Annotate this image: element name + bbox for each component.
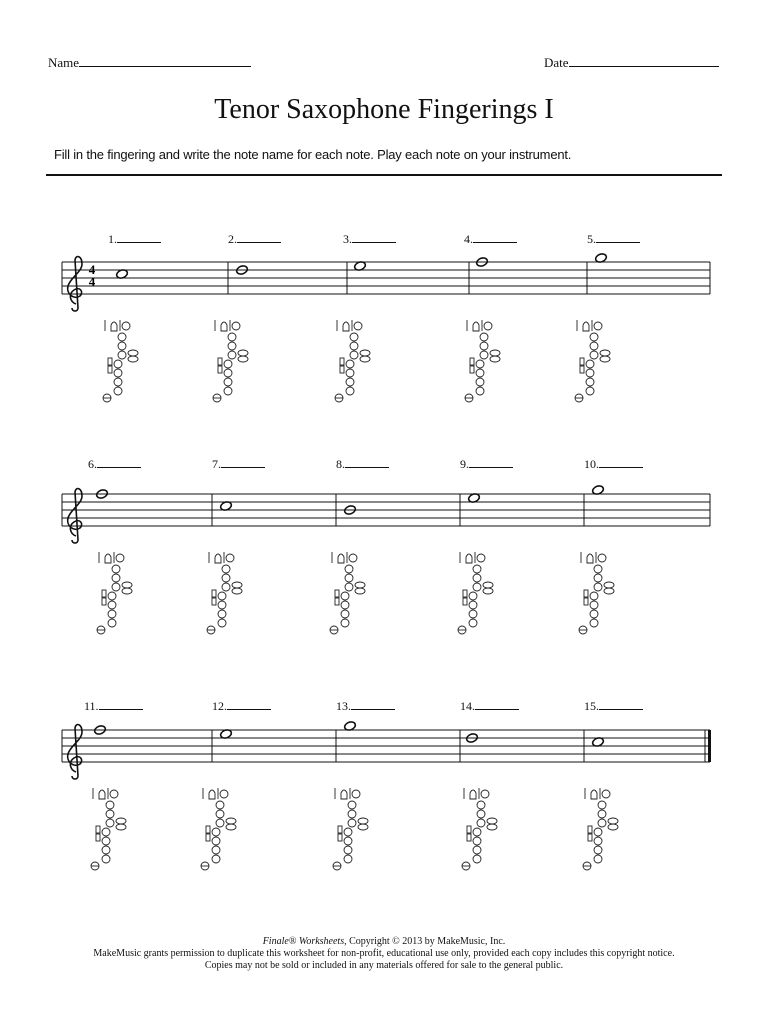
side-key-bottom	[604, 588, 614, 594]
key-hole-lower	[218, 610, 226, 618]
key-hole-lower	[473, 846, 481, 854]
side-key-top	[355, 582, 365, 588]
fingering-chart	[575, 320, 610, 402]
key-hole-lower	[594, 846, 602, 854]
octave-key	[215, 554, 221, 563]
note-label-1: 1.	[108, 232, 161, 247]
key-hole-upper	[598, 810, 606, 818]
key-hole-lower	[469, 592, 477, 600]
staff-system	[62, 725, 711, 779]
side-key-top	[600, 350, 610, 356]
key-hole-lower	[341, 592, 349, 600]
footer-permission: MakeMusic grants permission to duplicate this worksheet for non-profit, educational use only, provided each copy includes this copyright notice.	[93, 948, 675, 959]
key-hole-lower	[476, 360, 484, 368]
low-key	[108, 619, 116, 627]
key-hole-lower	[224, 369, 232, 377]
key-hole-upper	[112, 574, 120, 582]
key-hole-upper	[112, 583, 120, 591]
side-key-left-upper	[212, 590, 216, 597]
side-key-left-upper	[588, 826, 592, 833]
side-key-left-upper	[206, 826, 210, 833]
note-label-10: 10.	[584, 457, 643, 472]
side-key-left-upper	[218, 358, 222, 365]
octave-key	[470, 790, 476, 799]
palm-key	[352, 790, 360, 798]
fingering-chart	[97, 552, 132, 634]
fingering-chart	[330, 552, 365, 634]
low-key	[473, 855, 481, 863]
palm-key	[594, 322, 602, 330]
staff-system	[62, 257, 710, 311]
octave-key	[111, 322, 117, 331]
octave-key	[591, 790, 597, 799]
side-key-left-upper	[584, 590, 588, 597]
fingering-chart	[213, 320, 248, 402]
treble-clef	[68, 257, 82, 311]
key-hole-lower	[594, 828, 602, 836]
side-key-top	[360, 350, 370, 356]
side-key-bottom	[360, 356, 370, 362]
key-hole-lower	[473, 828, 481, 836]
fingering-chart	[458, 552, 493, 634]
key-hole-lower	[114, 360, 122, 368]
side-key-left-lower	[588, 834, 592, 841]
key-hole-lower	[594, 837, 602, 845]
side-key-bottom	[116, 824, 126, 830]
key-hole-lower	[102, 846, 110, 854]
fingering-chart	[462, 788, 497, 870]
key-hole-upper	[477, 819, 485, 827]
palm-key	[116, 554, 124, 562]
footer-brand: Finale® Worksheets	[262, 936, 345, 947]
fingering-chart	[201, 788, 236, 870]
key-hole-upper	[222, 574, 230, 582]
staff-system	[62, 489, 710, 543]
side-key-bottom	[600, 356, 610, 362]
side-key-left-lower	[335, 598, 339, 605]
side-key-left-upper	[335, 590, 339, 597]
key-hole-lower	[341, 601, 349, 609]
note-label-5: 5.	[587, 232, 640, 247]
side-key-top	[232, 582, 242, 588]
low-key	[102, 855, 110, 863]
note-label-14: 14.	[460, 699, 519, 714]
key-hole-upper	[594, 565, 602, 573]
date-label: Date	[544, 55, 569, 70]
key-hole-upper	[216, 819, 224, 827]
side-key-left-lower	[218, 366, 222, 373]
final-barline-thick	[708, 730, 711, 762]
key-hole-lower	[346, 360, 354, 368]
fingering-chart	[583, 788, 618, 870]
key-hole-lower	[586, 378, 594, 386]
key-hole-upper	[590, 333, 598, 341]
key-hole-lower	[344, 828, 352, 836]
key-hole-upper	[590, 351, 598, 359]
side-key-bottom	[608, 824, 618, 830]
low-key	[224, 387, 232, 395]
key-hole-upper	[118, 342, 126, 350]
key-hole-upper	[350, 333, 358, 341]
key-hole-upper	[480, 342, 488, 350]
side-key-bottom	[490, 356, 500, 362]
footer-copyright-line: , Copyright © 2013 by MakeMusic, Inc.	[344, 936, 506, 947]
key-hole-upper	[345, 583, 353, 591]
key-hole-upper	[477, 810, 485, 818]
key-hole-lower	[108, 610, 116, 618]
key-hole-upper	[228, 333, 236, 341]
octave-key	[105, 554, 111, 563]
key-hole-lower	[590, 610, 598, 618]
key-hole-lower	[473, 837, 481, 845]
key-hole-upper	[598, 801, 606, 809]
key-hole-lower	[346, 369, 354, 377]
fingering-chart	[91, 788, 126, 870]
note-label-7: 7.	[212, 457, 265, 472]
key-hole-upper	[594, 583, 602, 591]
side-key-bottom	[483, 588, 493, 594]
side-key-left-lower	[338, 834, 342, 841]
side-key-bottom	[355, 588, 365, 594]
palm-key	[354, 322, 362, 330]
octave-key	[341, 790, 347, 799]
low-key	[469, 619, 477, 627]
treble-clef	[68, 725, 82, 779]
key-hole-upper	[118, 333, 126, 341]
palm-key	[349, 554, 357, 562]
note-label-12: 12.	[212, 699, 271, 714]
palm-key	[226, 554, 234, 562]
key-hole-upper	[228, 351, 236, 359]
key-hole-lower	[108, 592, 116, 600]
octave-key	[587, 554, 593, 563]
fingering-chart	[465, 320, 500, 402]
palm-key	[602, 790, 610, 798]
side-key-left-upper	[340, 358, 344, 365]
key-hole-lower	[224, 378, 232, 386]
octave-key	[583, 322, 589, 331]
low-key	[344, 855, 352, 863]
key-hole-lower	[218, 601, 226, 609]
key-hole-upper	[473, 565, 481, 573]
key-hole-lower	[212, 837, 220, 845]
low-key	[218, 619, 226, 627]
side-key-bottom	[226, 824, 236, 830]
side-key-left-upper	[102, 590, 106, 597]
key-hole-upper	[106, 801, 114, 809]
palm-key	[110, 790, 118, 798]
key-hole-upper	[106, 819, 114, 827]
key-hole-upper	[473, 574, 481, 582]
side-key-bottom	[128, 356, 138, 362]
key-hole-upper	[598, 819, 606, 827]
side-key-left-upper	[470, 358, 474, 365]
name-label: Name	[48, 55, 80, 70]
side-key-top	[490, 350, 500, 356]
side-key-left-lower	[96, 834, 100, 841]
key-hole-upper	[112, 565, 120, 573]
note-label-2: 2.	[228, 232, 281, 247]
key-hole-upper	[350, 342, 358, 350]
side-key-left-lower	[206, 834, 210, 841]
footer-copyright	[0, 936, 768, 972]
side-key-left-lower	[463, 598, 467, 605]
footer-restriction: Copies may not be sold or included in any materials offered for sale to the general public.	[204, 960, 564, 971]
octave-key	[466, 554, 472, 563]
note-label-6: 6.	[88, 457, 141, 472]
side-key-top	[122, 582, 132, 588]
key-hole-lower	[346, 378, 354, 386]
side-key-left-upper	[338, 826, 342, 833]
octave-key	[343, 322, 349, 331]
key-hole-upper	[222, 565, 230, 573]
octave-key	[473, 322, 479, 331]
key-hole-upper	[477, 801, 485, 809]
key-hole-upper	[590, 342, 598, 350]
key-hole-upper	[348, 819, 356, 827]
palm-key	[598, 554, 606, 562]
note-label-13: 13.	[336, 699, 395, 714]
key-hole-lower	[114, 369, 122, 377]
octave-key	[338, 554, 344, 563]
time-signature-bottom: 4	[88, 274, 96, 289]
note-label-4: 4.	[464, 232, 517, 247]
treble-clef	[68, 489, 82, 543]
palm-key	[220, 790, 228, 798]
side-key-left-upper	[108, 358, 112, 365]
low-key	[594, 855, 602, 863]
side-key-top	[604, 582, 614, 588]
key-hole-lower	[114, 378, 122, 386]
key-hole-upper	[216, 810, 224, 818]
side-key-top	[608, 818, 618, 824]
octave-key	[209, 790, 215, 799]
key-hole-lower	[476, 369, 484, 377]
key-hole-upper	[350, 351, 358, 359]
note-label-3: 3.	[343, 232, 396, 247]
key-hole-upper	[348, 801, 356, 809]
key-hole-lower	[212, 828, 220, 836]
side-key-left-upper	[96, 826, 100, 833]
time-signature-top: 4	[88, 262, 96, 277]
side-key-left-upper	[467, 826, 471, 833]
key-hole-lower	[469, 610, 477, 618]
page-title: Tenor Saxophone Fingerings I	[214, 94, 554, 125]
key-hole-upper	[228, 342, 236, 350]
side-key-top	[487, 818, 497, 824]
side-key-left-upper	[580, 358, 584, 365]
fingering-chart	[333, 788, 368, 870]
octave-key	[221, 322, 227, 331]
note-label-9: 9.	[460, 457, 513, 472]
side-key-bottom	[122, 588, 132, 594]
octave-key	[99, 790, 105, 799]
fingering-chart	[579, 552, 614, 634]
key-hole-upper	[106, 810, 114, 818]
side-key-top	[128, 350, 138, 356]
instructions-text: Fill in the fingering and write the note name for each note. Play each note on your instrument.	[54, 147, 572, 162]
palm-key	[481, 790, 489, 798]
key-hole-lower	[586, 360, 594, 368]
key-hole-lower	[590, 601, 598, 609]
side-key-top	[358, 818, 368, 824]
key-hole-lower	[224, 360, 232, 368]
key-hole-lower	[102, 828, 110, 836]
key-hole-lower	[469, 601, 477, 609]
side-key-left-upper	[463, 590, 467, 597]
palm-key	[477, 554, 485, 562]
palm-key	[484, 322, 492, 330]
side-key-bottom	[238, 356, 248, 362]
key-hole-upper	[345, 565, 353, 573]
key-hole-lower	[586, 369, 594, 377]
side-key-left-lower	[470, 366, 474, 373]
key-hole-upper	[594, 574, 602, 582]
key-hole-upper	[473, 583, 481, 591]
low-key	[114, 387, 122, 395]
low-key	[341, 619, 349, 627]
key-hole-upper	[348, 810, 356, 818]
palm-key	[232, 322, 240, 330]
key-hole-lower	[218, 592, 226, 600]
key-hole-lower	[108, 601, 116, 609]
side-key-top	[483, 582, 493, 588]
side-key-bottom	[487, 824, 497, 830]
side-key-left-lower	[467, 834, 471, 841]
side-key-top	[226, 818, 236, 824]
fingering-chart	[103, 320, 138, 402]
side-key-left-lower	[584, 598, 588, 605]
low-key	[476, 387, 484, 395]
low-key	[212, 855, 220, 863]
key-hole-lower	[344, 837, 352, 845]
side-key-left-lower	[340, 366, 344, 373]
fingering-chart	[335, 320, 370, 402]
key-hole-upper	[118, 351, 126, 359]
key-hole-lower	[102, 837, 110, 845]
key-hole-upper	[216, 801, 224, 809]
palm-key	[122, 322, 130, 330]
key-hole-lower	[212, 846, 220, 854]
side-key-bottom	[358, 824, 368, 830]
note-label-15: 15.	[584, 699, 643, 714]
key-hole-upper	[480, 333, 488, 341]
key-hole-upper	[345, 574, 353, 582]
side-key-left-lower	[102, 598, 106, 605]
side-key-left-lower	[580, 366, 584, 373]
note-label-11: 11.	[84, 699, 143, 714]
side-key-left-lower	[108, 366, 112, 373]
side-key-bottom	[232, 588, 242, 594]
key-hole-lower	[341, 610, 349, 618]
key-hole-lower	[590, 592, 598, 600]
key-hole-upper	[480, 351, 488, 359]
note-label-8: 8.	[336, 457, 389, 472]
side-key-top	[116, 818, 126, 824]
key-hole-upper	[222, 583, 230, 591]
low-key	[590, 619, 598, 627]
side-key-top	[238, 350, 248, 356]
low-key	[586, 387, 594, 395]
side-key-left-lower	[212, 598, 216, 605]
key-hole-lower	[476, 378, 484, 386]
low-key	[346, 387, 354, 395]
key-hole-lower	[344, 846, 352, 854]
fingering-chart	[207, 552, 242, 634]
